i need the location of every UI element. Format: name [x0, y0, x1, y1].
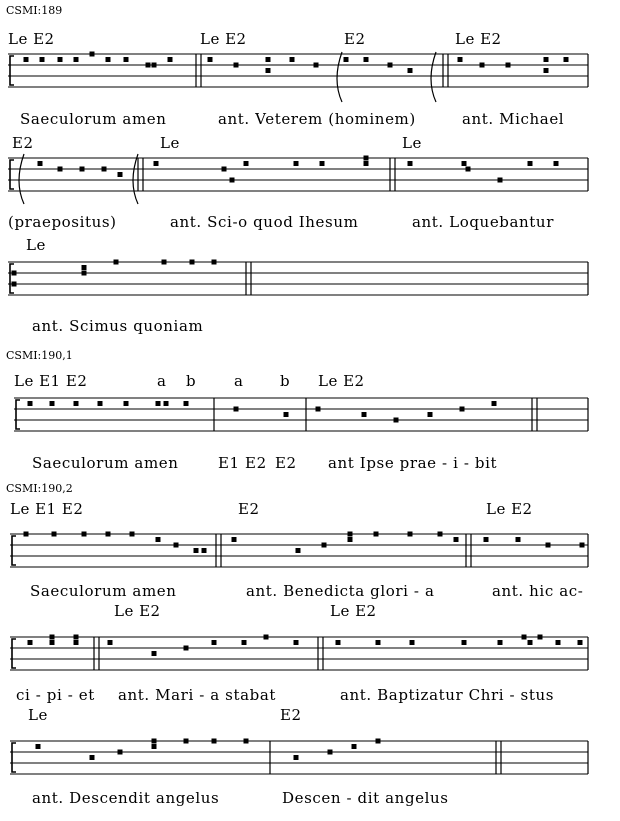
neume-note	[130, 532, 135, 537]
neume-note	[462, 161, 467, 166]
neume-note	[466, 167, 471, 172]
neume-note	[50, 640, 55, 645]
neume-note	[544, 57, 549, 62]
neume-note	[234, 63, 239, 68]
c-clef-icon	[10, 56, 14, 85]
neume-note	[114, 260, 119, 265]
lyric-text: ant. Loquebantur	[412, 213, 554, 231]
neume-note	[454, 537, 459, 542]
neume-note	[82, 271, 87, 276]
neume-note	[498, 640, 503, 645]
mode-label: Le E2	[330, 602, 377, 620]
neume-note	[438, 532, 443, 537]
neume-note	[184, 739, 189, 744]
c-clef-icon	[12, 639, 16, 668]
neume-note	[428, 412, 433, 417]
neume-note	[322, 543, 327, 548]
c-clef-icon	[10, 264, 14, 293]
lyric-text: ant. Sci-o quod Ihesum	[170, 213, 359, 231]
mode-label: Le	[26, 236, 46, 254]
neume-note	[52, 532, 57, 537]
neume-note	[24, 57, 29, 62]
neume-note	[538, 635, 543, 640]
neume-note	[230, 178, 235, 183]
neume-note	[222, 167, 227, 172]
neume-note	[528, 161, 533, 166]
mode-label: Le E1 E2	[10, 500, 84, 518]
mode-label: Le E2	[455, 30, 502, 48]
neume-note	[108, 640, 113, 645]
neume-note	[184, 401, 189, 406]
neume-note	[174, 543, 179, 548]
neume-note	[40, 57, 45, 62]
neume-note	[374, 532, 379, 537]
neume-note	[152, 63, 157, 68]
neume-note	[364, 57, 369, 62]
neume-note	[266, 57, 271, 62]
neume-note	[480, 63, 485, 68]
neume-note	[362, 412, 367, 417]
neume-note	[410, 640, 415, 645]
mode-label: Le E2	[8, 30, 55, 48]
neume-note	[58, 167, 63, 172]
neume-note	[156, 537, 161, 542]
neume-note	[208, 57, 213, 62]
neume-note	[316, 407, 321, 412]
neume-note	[36, 744, 41, 749]
lyric-text: Saeculorum amen	[30, 582, 177, 600]
neume-note	[264, 635, 269, 640]
neume-note	[50, 401, 55, 406]
neume-note	[156, 401, 161, 406]
lyric-text: ant Ipse prae - i - bit	[328, 454, 498, 472]
neume-note	[242, 640, 247, 645]
mode-label: Le E2	[318, 372, 365, 390]
neume-note	[154, 161, 159, 166]
neume-note	[348, 532, 353, 537]
neume-note	[364, 156, 369, 161]
neume-note	[348, 537, 353, 542]
neume-note	[118, 750, 123, 755]
neume-note	[124, 57, 129, 62]
neume-note	[516, 537, 521, 542]
neume-note	[82, 532, 87, 537]
lyric-text: E2	[275, 454, 297, 472]
bracket-arc	[133, 154, 138, 204]
neume-note	[212, 640, 217, 645]
c-clef-icon	[12, 536, 16, 565]
neume-note	[580, 543, 585, 548]
bracket-arc	[19, 154, 24, 204]
neume-note	[314, 63, 319, 68]
neume-note	[24, 532, 29, 537]
lyric-text: ant. Mari - a stabat	[118, 686, 276, 704]
neume-note	[458, 57, 463, 62]
neume-note	[460, 407, 465, 412]
mode-label: E2	[344, 30, 366, 48]
neume-note	[212, 739, 217, 744]
neume-note	[554, 161, 559, 166]
neume-note	[408, 68, 413, 73]
neume-note	[484, 537, 489, 542]
neume-note	[522, 635, 527, 640]
mode-label: Le	[28, 706, 48, 724]
neume-note	[244, 739, 249, 744]
neume-note	[344, 57, 349, 62]
neume-note	[296, 548, 301, 553]
neume-note	[162, 260, 167, 265]
neume-note	[564, 57, 569, 62]
lyric-text: E1 E2	[218, 454, 267, 472]
neume-note	[328, 750, 333, 755]
mode-label: Le E2	[114, 602, 161, 620]
neume-note	[106, 57, 111, 62]
neume-note	[82, 265, 87, 270]
mode-label: Le	[402, 134, 422, 152]
neume-note	[74, 401, 79, 406]
neume-note	[232, 537, 237, 542]
mode-label: Le E2	[200, 30, 247, 48]
c-clef-icon	[16, 400, 20, 429]
lyric-text: ant. Scimus quoniam	[32, 317, 204, 335]
neume-note	[74, 640, 79, 645]
neume-note	[124, 401, 129, 406]
neume-note	[462, 640, 467, 645]
neume-note	[28, 640, 33, 645]
neume-note	[28, 401, 33, 406]
neume-note	[388, 63, 393, 68]
lyric-text: ant. Benedicta glori - a	[246, 582, 435, 600]
neume-note	[290, 57, 295, 62]
neume-note	[190, 260, 195, 265]
neume-note	[234, 407, 239, 412]
neume-note	[492, 401, 497, 406]
neume-note	[498, 178, 503, 183]
neume-note	[244, 161, 249, 166]
neume-note	[408, 532, 413, 537]
mode-label: E2	[280, 706, 302, 724]
lyric-text: ant. Veterem (hominem)	[218, 110, 416, 128]
lyric-text: Saeculorum amen	[32, 454, 179, 472]
neume-note	[376, 739, 381, 744]
lyric-text: ant. Baptizatur Chri - stus	[340, 686, 555, 704]
neume-note	[352, 744, 357, 749]
neume-note	[336, 640, 341, 645]
neume-note	[194, 548, 199, 553]
neume-note	[12, 282, 17, 287]
mode-label: Le	[160, 134, 180, 152]
neume-note	[546, 543, 551, 548]
neume-note	[74, 635, 79, 640]
mode-label: a	[234, 372, 244, 390]
neume-note	[168, 57, 173, 62]
neume-note	[578, 640, 583, 645]
neume-note	[152, 744, 157, 749]
mode-label: E2	[238, 500, 260, 518]
neume-note	[90, 52, 95, 57]
section-ref: CSMI:190,1	[6, 349, 73, 362]
neume-note	[12, 271, 17, 276]
mode-label: a	[157, 372, 167, 390]
neume-note	[50, 635, 55, 640]
lyric-text: Saeculorum amen	[20, 110, 167, 128]
neume-note	[408, 161, 413, 166]
neume-note	[266, 68, 271, 73]
section-ref: CSMI:190,2	[6, 482, 73, 495]
neume-note	[294, 755, 299, 760]
neume-note	[98, 401, 103, 406]
neume-note	[152, 739, 157, 744]
mode-label: Le E2	[486, 500, 533, 518]
neume-note	[212, 260, 217, 265]
neume-note	[102, 167, 107, 172]
neume-note	[294, 161, 299, 166]
mode-label: b	[280, 372, 291, 390]
lyric-text: ant. Michael	[462, 110, 565, 128]
mode-label: b	[186, 372, 197, 390]
bracket-arc	[337, 52, 342, 102]
c-clef-icon	[10, 160, 14, 189]
neume-note	[544, 68, 549, 73]
neume-note	[202, 548, 207, 553]
neume-note	[164, 401, 169, 406]
neume-note	[528, 640, 533, 645]
bracket-arc	[431, 52, 436, 102]
neume-note	[294, 640, 299, 645]
neume-note	[284, 412, 289, 417]
lyric-text: ci - pi - et	[16, 686, 95, 704]
neume-note	[394, 418, 399, 423]
mode-label: E2	[12, 134, 34, 152]
neume-note	[80, 167, 85, 172]
neume-note	[152, 651, 157, 656]
c-clef-icon	[12, 743, 16, 772]
lyric-text: Descen - dit angelus	[282, 789, 449, 807]
neume-note	[146, 63, 151, 68]
neume-note	[376, 640, 381, 645]
neume-note	[90, 755, 95, 760]
mode-label: Le E1 E2	[14, 372, 88, 390]
neume-note	[58, 57, 63, 62]
lyric-text: ant. hic ac-	[492, 582, 584, 600]
section-ref: CSMI:189	[6, 4, 63, 17]
neume-note	[106, 532, 111, 537]
neume-note	[320, 161, 325, 166]
neume-note	[74, 57, 79, 62]
neume-note	[556, 640, 561, 645]
neume-note	[118, 172, 123, 177]
lyric-text: ant. Descendit angelus	[32, 789, 220, 807]
neume-note	[364, 161, 369, 166]
neume-note	[184, 646, 189, 651]
neume-note	[506, 63, 511, 68]
lyric-text: (praepositus)	[8, 213, 117, 231]
neume-note	[38, 161, 43, 166]
